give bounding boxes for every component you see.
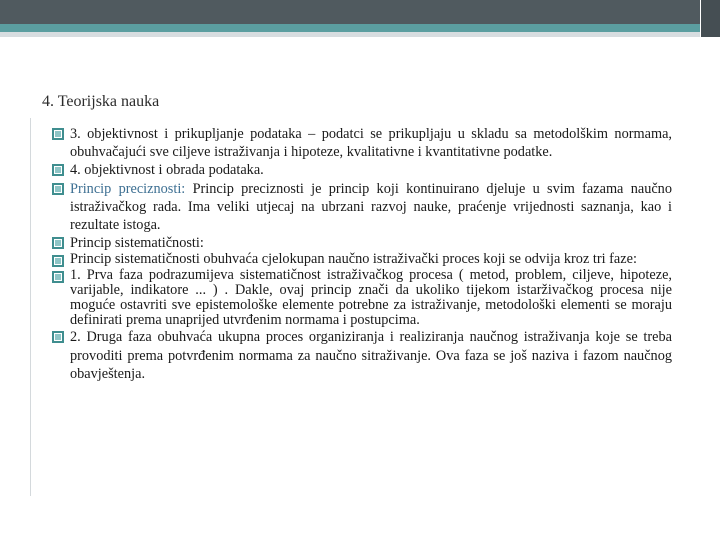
square-bullet-icon	[52, 128, 64, 140]
list-item	[52, 180, 672, 235]
list-item-text: 1. Prva faza podrazumijeva sistematičnost istraživačkog procesa ( metod, problem, ciljeve, hipoteze, varijable, indikatore ... ) . Dakle, ovaj princip znači da ukoliko tijekom istarživačkog procesa nije moguće ostavriti sve epistemološke elemente potrebne za istraživanje, metodološki elementi se moraju definirati prema unaprijed utvrđenim normama i postupcima.	[70, 266, 672, 329]
square-bullet-icon	[52, 255, 64, 267]
list-item	[52, 161, 672, 179]
square-bullet-icon	[52, 164, 64, 176]
list-item-body: Princip preciznosti je princip koji kontinuirano djeluje u svim fazama naučno istraživačkog rada. Ima veliki utjecaj na ubrzani razvoj nauke, praćenje vrijednosti saznanja, kao i rezultate istoga.	[70, 180, 672, 234]
square-bullet-icon	[52, 183, 64, 195]
square-bullet-icon	[52, 331, 64, 343]
highlighted-term: Princip preciznosti:	[70, 180, 186, 197]
slide-title: 4. Teorijska nauka	[42, 93, 160, 110]
square-bullet-icon	[52, 237, 64, 249]
left-rule	[30, 118, 31, 496]
list-item	[52, 125, 672, 161]
header-bar-light	[0, 32, 720, 37]
header-corner-block	[700, 0, 720, 37]
list-item	[52, 328, 672, 383]
bullet-list	[52, 125, 672, 383]
list-item	[52, 234, 672, 252]
header-bar-dark	[0, 0, 720, 24]
list-item-text: Princip sistematičnosti obuhvaća cjelokupan naučno istraživački proces koji se odvija kroz tri faze:	[70, 251, 637, 268]
list-item	[52, 252, 672, 267]
list-item-text	[70, 180, 672, 235]
list-item-text: 2. Druga faza obuhvaća ukupna proces organiziranja i realiziranja naučnog istraživanja koje se treba provoditi prema potvrđenim normama za naučno sitraživanje. Ova faza se još naziva i fazom naučnog obavještenja.	[70, 329, 672, 382]
list-item-text: 4. objektivnost i obrada podataka.	[70, 162, 264, 179]
list-item-text: 3. objektivnost i prikupljanje podataka – podatci se prikupljaju u skladu sa metodolškim normama, obuhvačajući sve ciljeve istraživanja i hipoteze, kvalitativne i kvantitativne podatke.	[70, 126, 672, 161]
header-bar-accent	[0, 24, 720, 32]
square-bullet-icon	[52, 271, 64, 283]
list-item	[52, 268, 672, 329]
list-item-text: Princip sistematičnosti:	[70, 235, 204, 252]
